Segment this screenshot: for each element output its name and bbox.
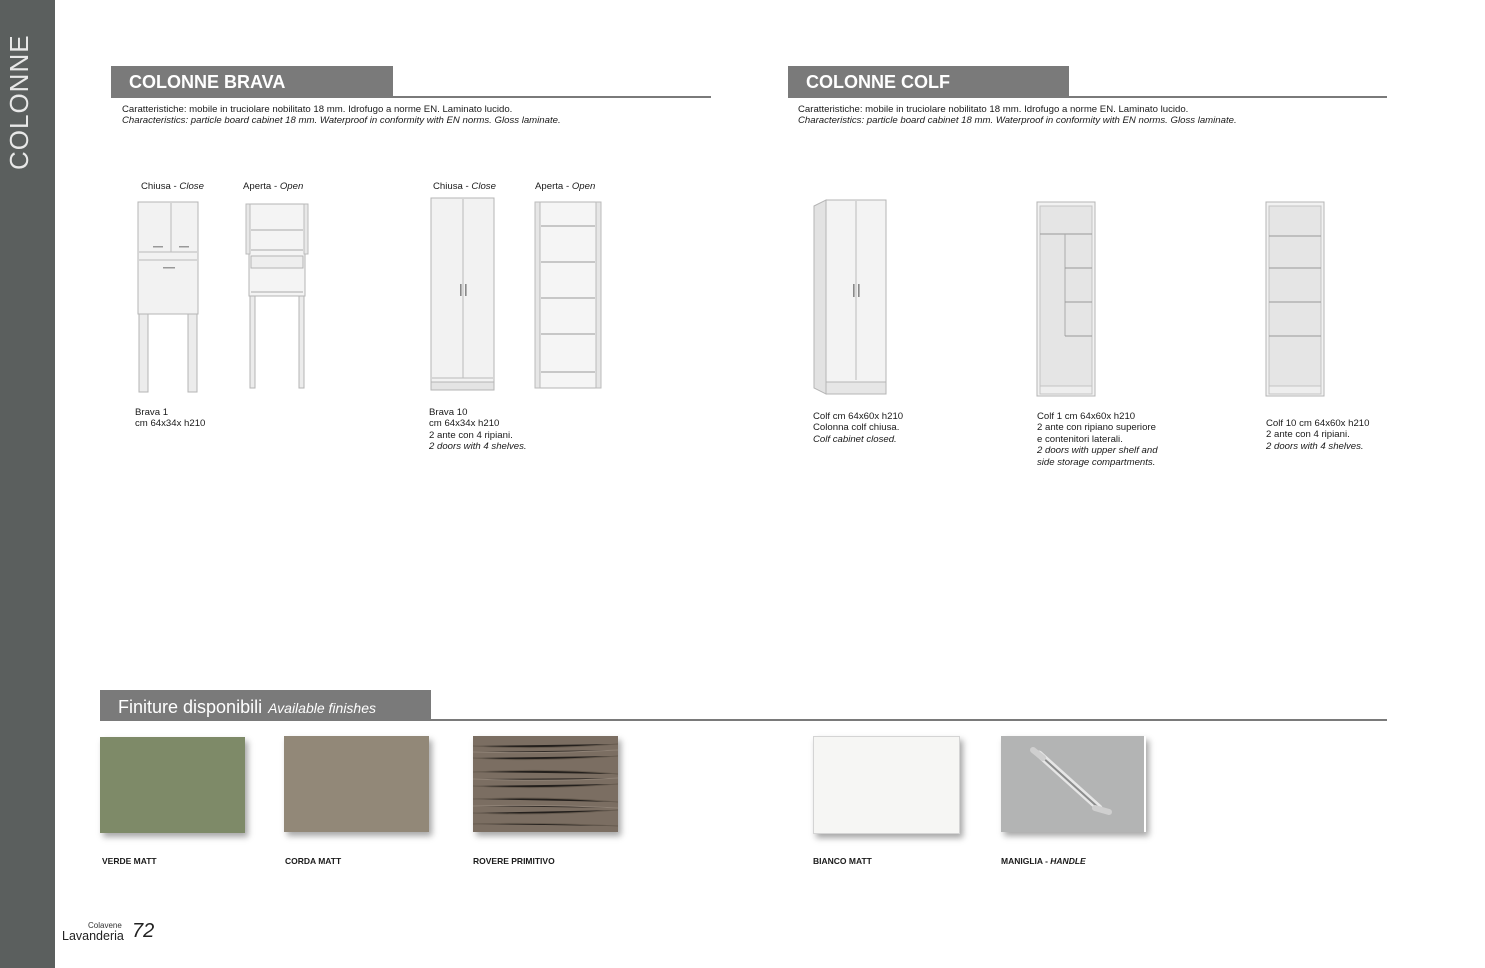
footer-brand-small: Colavene	[88, 921, 122, 930]
finishes-title: Finiture disponibili Available finishes	[100, 690, 431, 720]
swatch-corda-matt	[284, 736, 429, 832]
page-number: 72	[132, 920, 155, 942]
brava10-open-image	[533, 196, 605, 396]
swatch-label-bianco: BIANCO MATT	[813, 856, 872, 866]
colf10-open-image	[1264, 200, 1328, 400]
brava10-open-label: Aperta - Open	[535, 181, 596, 192]
brava-description	[122, 104, 712, 126]
footer-brand: Lavanderia	[62, 929, 124, 943]
brava-header-rule	[111, 96, 711, 98]
swatch-bianco-matt	[813, 736, 960, 834]
brava-section-title: COLONNE BRAVA	[111, 66, 393, 96]
colf-closed-image	[812, 198, 890, 400]
colf-description: Caratteristiche: mobile in truciolare nobilitato 18 mm. Idrofugo a norme EN. Laminato lucido. Characteristics: particle board cabinet 18 mm. Waterproof in conformity with EN norms. Gloss laminate.	[798, 104, 1237, 126]
colf1-caption: Colf 1 cm 64x60x h210 2 ante con ripiano superiore e contenitori laterali. 2 doors with upper shelf and side storage compartments.	[1037, 411, 1158, 468]
colf10-caption: Colf 10 cm 64x60x h210 2 ante con 4 ripiani. 2 doors with 4 shelves.	[1266, 418, 1370, 452]
brava1-open-image	[243, 200, 313, 395]
finishes-header-rule	[100, 719, 1387, 721]
colf-header-rule	[788, 96, 1387, 98]
swatch-label-corda: CORDA MATT	[285, 856, 342, 866]
swatch-rovere-primitivo	[473, 736, 618, 832]
brava10-caption: Brava 10 cm 64x34x h210 2 ante con 4 ripiani. 2 doors with 4 shelves.	[429, 407, 527, 453]
swatch-label-maniglia: MANIGLIA - HANDLE	[1001, 856, 1086, 866]
colf-caption: Colf cm 64x60x h210 Colonna colf chiusa. Colf cabinet closed.	[813, 411, 904, 445]
swatch-label-rovere: ROVERE PRIMITIVO	[473, 856, 555, 866]
brava1-closed-image	[133, 200, 203, 395]
brava-description-it: Caratteristiche: mobile in truciolare nobilitato 18 mm. Idrofugo a norme EN. Laminato lucido.	[122, 104, 513, 115]
brava-section-header	[111, 66, 711, 96]
brava-description-en: Characteristics: particle board cabinet 18 mm. Waterproof in conformity with EN norms. Gloss laminate.	[122, 115, 561, 126]
sidebar-section-label: COLONNE	[4, 34, 34, 170]
colf-section-title: COLONNE COLF	[788, 66, 1069, 96]
swatch-maniglia-handle	[1001, 736, 1146, 832]
colf1-open-image	[1035, 200, 1099, 400]
swatch-verde-matt	[100, 737, 245, 833]
brava10-closed-image	[428, 196, 500, 396]
sidebar	[0, 0, 55, 968]
swatch-label-verde: VERDE MATT	[102, 856, 157, 866]
brava1-closed-label: Chiusa - Close	[141, 181, 204, 192]
brava1-open-label: Aperta - Open	[243, 181, 304, 192]
brava1-caption: Brava 1 cm 64x34x h210	[135, 407, 206, 430]
colf-section-header	[788, 66, 1388, 96]
brava10-closed-label: Chiusa - Close	[433, 181, 496, 192]
